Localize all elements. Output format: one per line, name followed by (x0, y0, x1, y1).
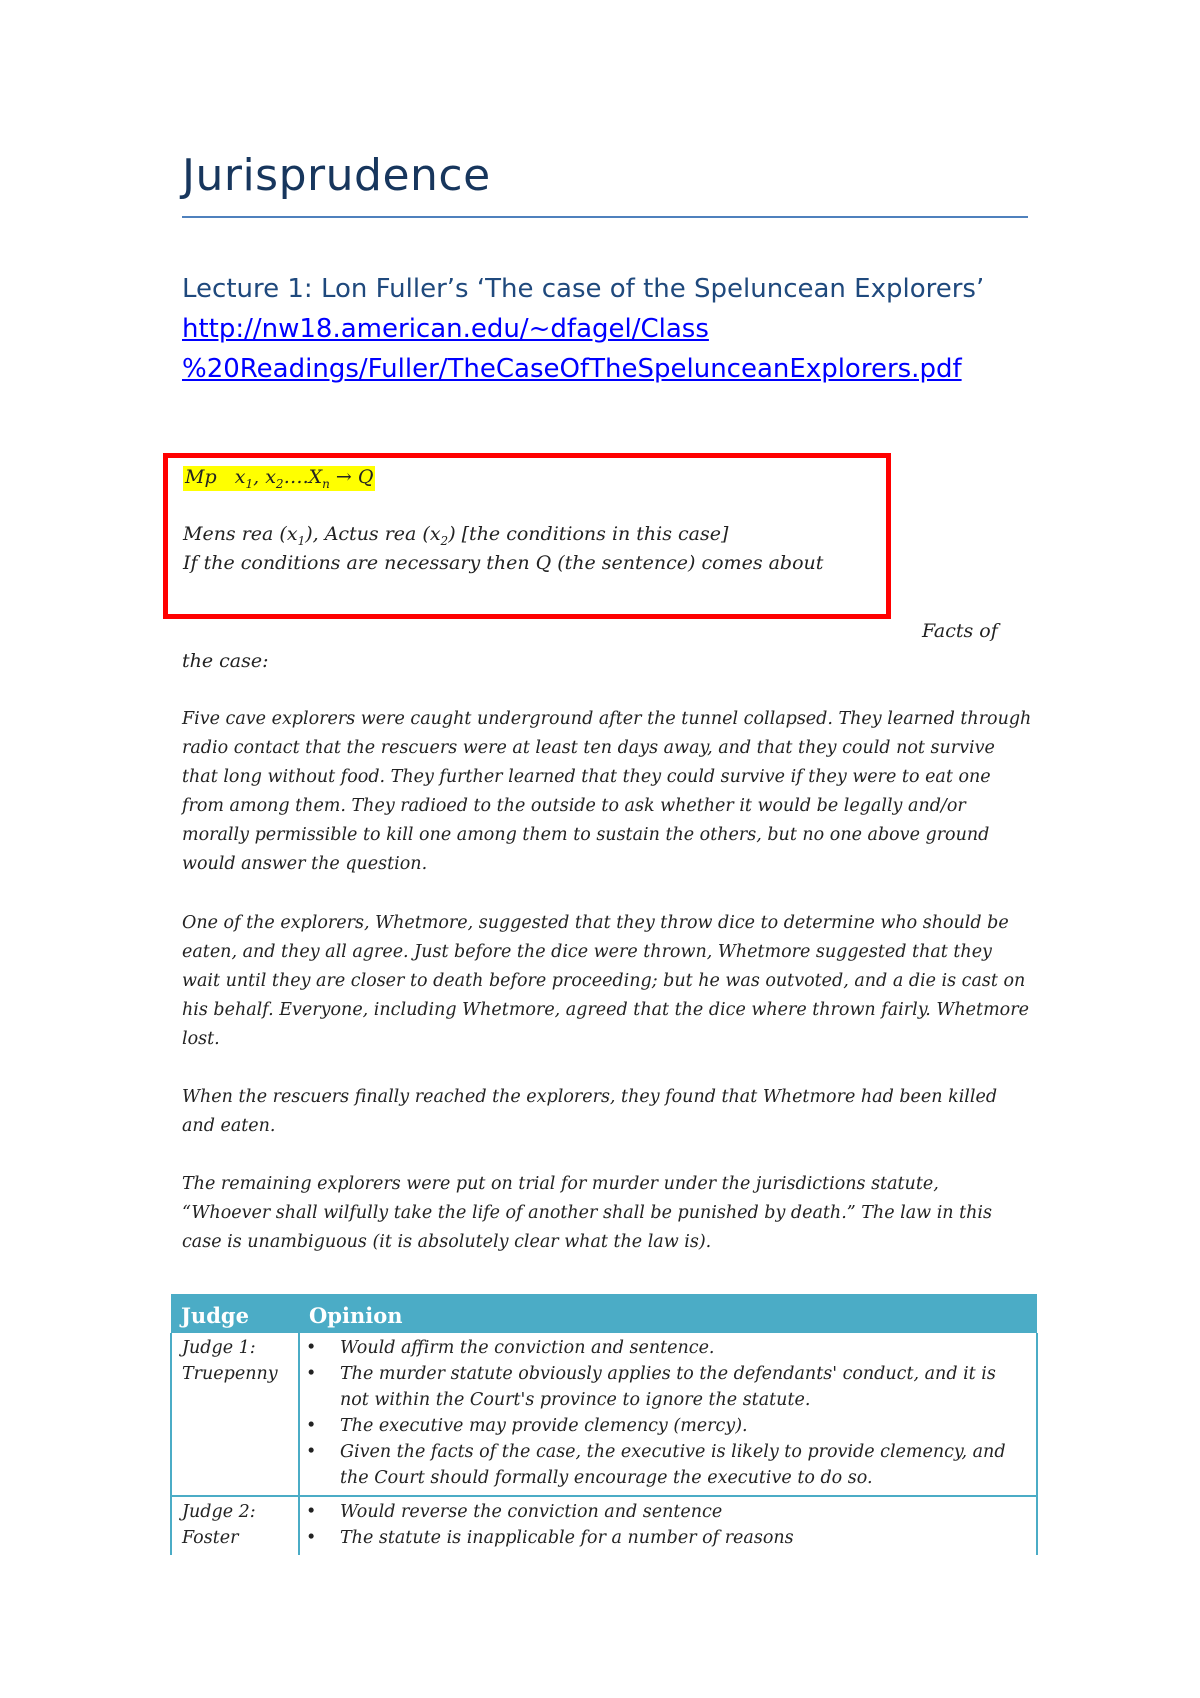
opinion-point: • Given the facts of the case, the executive is likely to provide clemency, and the Court should formally encourage the executive to do so. (340, 1439, 1026, 1491)
formula-q: Q (357, 466, 374, 488)
box-conditions-line (183, 523, 728, 548)
judge-name: Foster (182, 1528, 239, 1548)
facts-paragraph-4: The remaining explorers were put on trial for murder under the jurisdictions statute, “Whoever shall wilfully take the life of another shall be punished by death.” The law in this case is unambiguous (it is absolutely clear what the law is). (182, 1174, 993, 1252)
opinion-list (300, 1499, 1026, 1551)
judge-name: Truepenny (182, 1364, 278, 1384)
opinion-list (300, 1335, 1026, 1491)
formula-mp: Mp (185, 466, 217, 488)
formula-arrow: → (335, 466, 352, 488)
conditions-sub-2: 2 (440, 533, 449, 548)
opinion-point: • Would reverse the conviction and sentence (340, 1499, 1026, 1525)
facts-paragraph-2: One of the explorers, Whetmore, suggested that they throw dice to determine who should be eaten, and they all agree. Just before the dice were thrown, Whetmore suggested that they wait until they are closer to death before proceeding; but he was outvoted, and a die is cast on his behalf. Everyone, including Whetmore, agreed that the dice where thrown fairly. Whetmore lost. (182, 913, 1029, 1049)
opinion-cell (299, 1333, 1037, 1496)
title-divider (182, 216, 1028, 218)
opinion-point: • The murder statute obviously applies to the defendants' conduct, and it is not within the Court's province to ignore the statute. (340, 1361, 1026, 1413)
formula-dots: ….X (283, 466, 323, 488)
opinion-cell (299, 1496, 1037, 1555)
conditions-part-c: ) [the conditions in this case] (448, 523, 729, 545)
reading-link-line1[interactable]: http://nw18.american.edu/~dfagel/Class (182, 314, 709, 344)
opinion-point: • Would affirm the conviction and sentence. (340, 1335, 1026, 1361)
judge-cell (171, 1496, 299, 1555)
header-opinion: Opinion (299, 1296, 1037, 1334)
reading-link-line2[interactable]: %20Readings/Fuller/TheCaseOfTheSpeluncean​Explorers.pdf (182, 354, 962, 384)
formula: Mp $x_1$, $x_2\dots.X_n \to Q$ (185, 466, 374, 491)
table-row (171, 1496, 1037, 1555)
header-judge: Judge (171, 1296, 299, 1334)
conditions-part-b: ), Actus rea (x (305, 523, 441, 545)
judge-number: Judge 2: (182, 1502, 256, 1522)
judge-cell (171, 1333, 299, 1496)
formula-x1-sub: 1 (245, 476, 254, 491)
judge-number: Judge 1: (182, 1338, 256, 1358)
facts-paragraph-1: Five cave explorers were caught underground after the tunnel collapsed. They learned through radio contact that the rescuers were at least ten days away, and that they could not survive that long without food. They further learned that they could survive if they were to eat one from among them. They radioed to the outside to ask whether it would be legally and/or morally permissible to kill one among them to sustain the others, but no one above ground would answer the question. (182, 709, 1032, 874)
conditions-part-a: Mens rea (x (183, 523, 298, 545)
facts-paragraph-3: When the rescuers finally reached the explorers, they found that Whetmore had been killed and eaten. (182, 1087, 998, 1136)
facts-heading-part2: the case: (182, 650, 269, 672)
formula-x2: x (265, 466, 276, 488)
facts-heading-part1: Facts of (922, 620, 998, 642)
formula-x1: x (234, 466, 246, 488)
table-header-row (171, 1296, 1037, 1334)
box-sentence-line: If the conditions are necessary then Q (the sentence) comes about (183, 552, 824, 574)
opinion-point: • The statute is inapplicable for a number of reasons (340, 1525, 1026, 1551)
opinion-point: • The executive may provide clemency (mercy). (340, 1413, 1026, 1439)
lecture-heading: Lecture 1: Lon Fuller’s ‘The case of the Speluncean Explorers’ (182, 274, 985, 304)
formula-xn-sub: n (322, 476, 330, 491)
judges-table (170, 1294, 1038, 1555)
document-title: Jurisprudence (182, 150, 491, 201)
formula-x2-sub: 2 (275, 476, 284, 491)
conditions-sub-1: 1 (297, 533, 306, 548)
table-row (171, 1333, 1037, 1496)
